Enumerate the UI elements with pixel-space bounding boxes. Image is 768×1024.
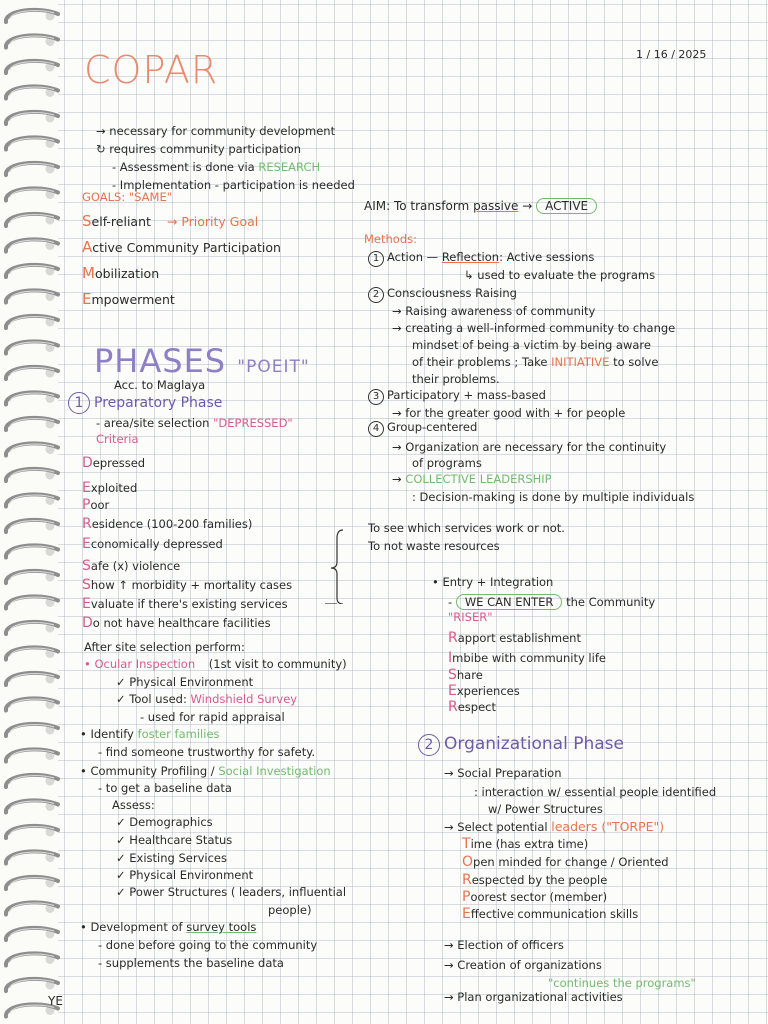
list-item xyxy=(82,456,145,470)
foster-families: foster families xyxy=(137,727,220,741)
list-item-letter: T xyxy=(462,836,471,852)
intro-line-3 xyxy=(112,160,320,174)
assess-heading: Assess: xyxy=(112,798,155,812)
list-item xyxy=(448,631,581,645)
method-4-c xyxy=(392,472,552,486)
ocular-c: - used for rapid appraisal xyxy=(140,710,285,724)
list-item-letter: S xyxy=(82,577,91,593)
identify-label: • Identify xyxy=(80,727,134,741)
goal-letter-m: M xyxy=(82,264,95,282)
method-4-d: : Decision-making is done by multiple individuals xyxy=(412,490,695,504)
assess-item: ✓ Physical Environment xyxy=(116,868,254,882)
collective-leadership: COLLECTIVE LEADERSHIP xyxy=(405,472,552,486)
list-item xyxy=(82,559,180,573)
assess-item: ✓ Existing Services xyxy=(116,851,227,865)
spiral-binding xyxy=(0,0,70,1024)
list-item-text: ime (has extra time) xyxy=(470,837,589,851)
list-item-letter: I xyxy=(448,650,453,666)
social-investigation: Social Investigation xyxy=(218,764,331,778)
list-item-text: oorest sector (member) xyxy=(470,890,608,904)
goal-active xyxy=(82,240,281,255)
arrow-icon: → xyxy=(392,472,402,486)
ocular-b xyxy=(116,692,297,706)
list-item-letter: E xyxy=(448,683,457,699)
site-selection xyxy=(96,416,293,430)
entry-community: the Community xyxy=(566,595,656,609)
list-item-letter: S xyxy=(448,667,457,683)
list-item xyxy=(448,651,606,665)
list-item-letter: R xyxy=(448,699,458,715)
tool-used-label: ✓ Tool used: xyxy=(116,692,187,706)
goal-letter-e: E xyxy=(82,290,92,308)
arrow-icon: → xyxy=(522,199,533,213)
method-2-c: mindset of being a victim by being aware xyxy=(412,338,651,352)
list-item-letter: D xyxy=(82,615,93,631)
list-item-text: ffective communication skills xyxy=(470,907,639,921)
list-item-text: valuate if there's existing services xyxy=(90,597,288,611)
list-item xyxy=(82,578,292,592)
list-item-letter: E xyxy=(462,906,471,922)
intro-line-3-text: - Assessment is done via xyxy=(112,160,255,174)
list-item-text: o not have healthcare facilities xyxy=(92,616,271,630)
phases-word: PHASES xyxy=(94,342,227,380)
goals-heading: GOALS: "SAME" xyxy=(82,190,173,204)
spiral-rings xyxy=(6,10,58,1017)
list-item xyxy=(448,684,520,698)
dev-line xyxy=(80,920,256,934)
phases-acronym: "POEIT" xyxy=(237,357,310,377)
method-2 xyxy=(368,286,517,303)
list-item xyxy=(462,855,669,869)
social-prep-a: : interaction w/ essential people identified xyxy=(474,785,717,799)
list-item xyxy=(462,907,638,921)
research-word: RESEARCH xyxy=(258,160,321,174)
list-item-letter: R xyxy=(448,630,458,646)
riser-heading: "RISER" xyxy=(448,610,493,624)
aim-label: AIM: To transform xyxy=(364,199,470,213)
list-item-text: how ↑ morbidity + mortality cases xyxy=(90,578,293,592)
intro-line-4: - Implementation - participation is needed xyxy=(112,178,355,192)
windshield-survey: Windshield Survey xyxy=(190,692,298,706)
aim-line xyxy=(364,198,597,214)
list-item xyxy=(462,890,607,904)
goal-a-rest: ctive Community Participation xyxy=(92,240,281,255)
list-item-text: apport establishment xyxy=(457,631,581,645)
social-prep: → Social Preparation xyxy=(444,766,562,780)
list-item-text: pen minded for change / Oriented xyxy=(473,855,669,869)
site-selection-text: - area/site selection xyxy=(96,416,210,430)
goal-mobilization xyxy=(82,266,159,281)
list-item-text: conomically depressed xyxy=(90,537,223,551)
method-1-label: Action — xyxy=(387,250,439,264)
depressed-word: "DEPRESSED" xyxy=(213,416,293,430)
list-item xyxy=(82,616,271,630)
list-item-letter: R xyxy=(82,516,92,532)
bracket-note-2: To not waste resources xyxy=(368,539,500,553)
entry-heading: • Entry + Integration xyxy=(432,575,554,589)
method-2-label: Consciousness Raising xyxy=(387,286,517,300)
social-prep-b: w/ Power Structures xyxy=(488,802,603,816)
initials: YE xyxy=(48,994,63,1008)
phase-2-number: 2 xyxy=(418,734,440,756)
method-2-a: → Raising awareness of community xyxy=(392,304,596,318)
dev-b: - supplements the baseline data xyxy=(98,956,284,970)
list-item-text: mbibe with community life xyxy=(452,651,606,665)
list-item-letter: D xyxy=(82,455,93,471)
survey-tools: survey tools xyxy=(186,920,257,934)
plan: → Plan organizational activities xyxy=(444,990,623,1004)
profiling-line xyxy=(80,764,331,778)
phase-2 xyxy=(418,734,624,756)
bracket-note-1: To see which services work or not. xyxy=(368,521,565,535)
entry-dash: - xyxy=(448,595,453,609)
page-title: COPAR xyxy=(84,48,219,92)
goal-e-rest: mpowerment xyxy=(91,292,175,307)
method-4-number: 4 xyxy=(368,421,384,437)
assess-item-cont: people) xyxy=(268,903,312,917)
ocular-line xyxy=(84,657,347,671)
method-4-b: of programs xyxy=(412,456,482,470)
list-item-letter: E xyxy=(82,536,91,552)
method-2-number: 2 xyxy=(368,287,384,303)
aim-passive: passive xyxy=(473,199,519,213)
method-3 xyxy=(368,388,546,405)
list-item-text: xperiences xyxy=(456,684,520,698)
method-3-label: Participatory + mass-based xyxy=(387,388,546,402)
list-item xyxy=(448,700,496,714)
method-1-number: 1 xyxy=(368,251,384,267)
phase-1-number: 1 xyxy=(68,392,90,414)
assess-item: ✓ Healthcare Status xyxy=(116,833,233,847)
method-1-rest: : Active sessions xyxy=(499,250,595,264)
assess-item: ✓ Power Structures ( leaders, influential xyxy=(116,885,347,899)
list-item-letter: P xyxy=(82,497,91,513)
method-2-b: → creating a well-informed community to change xyxy=(392,321,676,335)
acc-maglaya: Acc. to Maglaya xyxy=(114,378,206,392)
method-3-number: 3 xyxy=(368,389,384,405)
phase-2-label: Organizational Phase xyxy=(444,734,624,754)
method-4 xyxy=(368,420,477,437)
method-2-d xyxy=(412,355,658,369)
list-item-text: xploited xyxy=(90,481,138,495)
list-item-text: espected by the people xyxy=(471,873,608,887)
method-4-a: → Organization are necessary for the continuity xyxy=(392,440,667,454)
assess-item: ✓ Demographics xyxy=(116,815,213,829)
criteria-heading: Criteria xyxy=(96,432,139,446)
list-item-text: espect xyxy=(457,700,497,714)
ocular-a: ✓ Physical Environment xyxy=(116,675,254,689)
bracket-connector xyxy=(325,528,345,604)
entry-line xyxy=(448,594,655,610)
method-1-reflection: Reflection xyxy=(441,250,500,264)
method-2-e-text: to solve xyxy=(613,355,659,369)
intro-line-2: ↻ requires community participation xyxy=(96,142,302,156)
list-item xyxy=(462,873,607,887)
ocular-inspection: • Ocular Inspection xyxy=(84,657,196,671)
goal-empowerment xyxy=(82,292,175,307)
list-item-letter: E xyxy=(82,596,91,612)
list-item xyxy=(82,498,109,512)
we-can-enter: WE CAN ENTER xyxy=(456,594,563,610)
list-item-text: epressed xyxy=(92,456,146,470)
ocular-note: (1st visit to community) xyxy=(208,657,347,671)
list-item-text: hare xyxy=(456,668,483,682)
continues-note: "continues the programs" xyxy=(548,976,696,990)
list-item-text: oor xyxy=(90,498,110,512)
method-2-d-text: of their problems ; Take xyxy=(412,355,548,369)
select-leaders xyxy=(444,820,664,834)
list-item-text: afe (x) violence xyxy=(90,559,181,573)
goal-letter-s: S xyxy=(82,212,92,230)
list-item xyxy=(82,517,252,531)
election: → Election of officers xyxy=(444,938,564,952)
creation: → Creation of organizations xyxy=(444,958,602,972)
list-item xyxy=(462,837,588,851)
aim-active: ACTIVE xyxy=(536,198,597,214)
after-heading: After site selection perform: xyxy=(84,640,245,654)
method-1 xyxy=(368,250,594,267)
phase-1 xyxy=(68,392,222,414)
list-item xyxy=(448,668,483,682)
profiling-a: - to get a baseline data xyxy=(98,781,232,795)
goal-letter-a: A xyxy=(82,238,93,256)
identify-line xyxy=(80,727,220,741)
phase-1-label: Preparatory Phase xyxy=(94,395,223,411)
list-item-letter: O xyxy=(462,854,474,870)
method-3-a: → for the greater good with + for people xyxy=(392,406,626,420)
list-item-letter: E xyxy=(82,480,91,496)
profiling-label: • Community Profiling / xyxy=(80,764,215,778)
initiative-word: INITIATIVE xyxy=(551,355,610,369)
method-4-label: Group-centered xyxy=(387,420,478,434)
methods-heading: Methods: xyxy=(364,232,417,246)
list-item xyxy=(82,537,223,551)
identify-a: - find someone trustworthy for safety. xyxy=(98,745,316,759)
list-item-letter: R xyxy=(462,872,472,888)
select-label: → Select potential xyxy=(444,820,548,834)
goal-m-rest: obilization xyxy=(94,266,160,281)
goal-self-reliant xyxy=(82,214,258,229)
leaders-torpe: leaders ("TORPE") xyxy=(551,819,665,834)
dev-label: • Development of xyxy=(80,920,183,934)
priority-goal: → Priority Goal xyxy=(166,214,259,229)
list-item xyxy=(82,597,288,611)
list-item xyxy=(82,481,137,495)
method-1-sub: ↳ used to evaluate the programs xyxy=(464,268,656,282)
list-item-letter: P xyxy=(462,889,471,905)
list-item-text: esidence (100-200 families) xyxy=(91,517,253,531)
dev-a: - done before going to the community xyxy=(98,938,318,952)
goal-s-rest: elf-reliant xyxy=(91,214,151,229)
list-item-letter: S xyxy=(82,558,91,574)
date: 1 / 16 / 2025 xyxy=(636,48,707,61)
method-2-f: their problems. xyxy=(412,372,500,386)
intro-line-1: → necessary for community development xyxy=(96,124,336,138)
